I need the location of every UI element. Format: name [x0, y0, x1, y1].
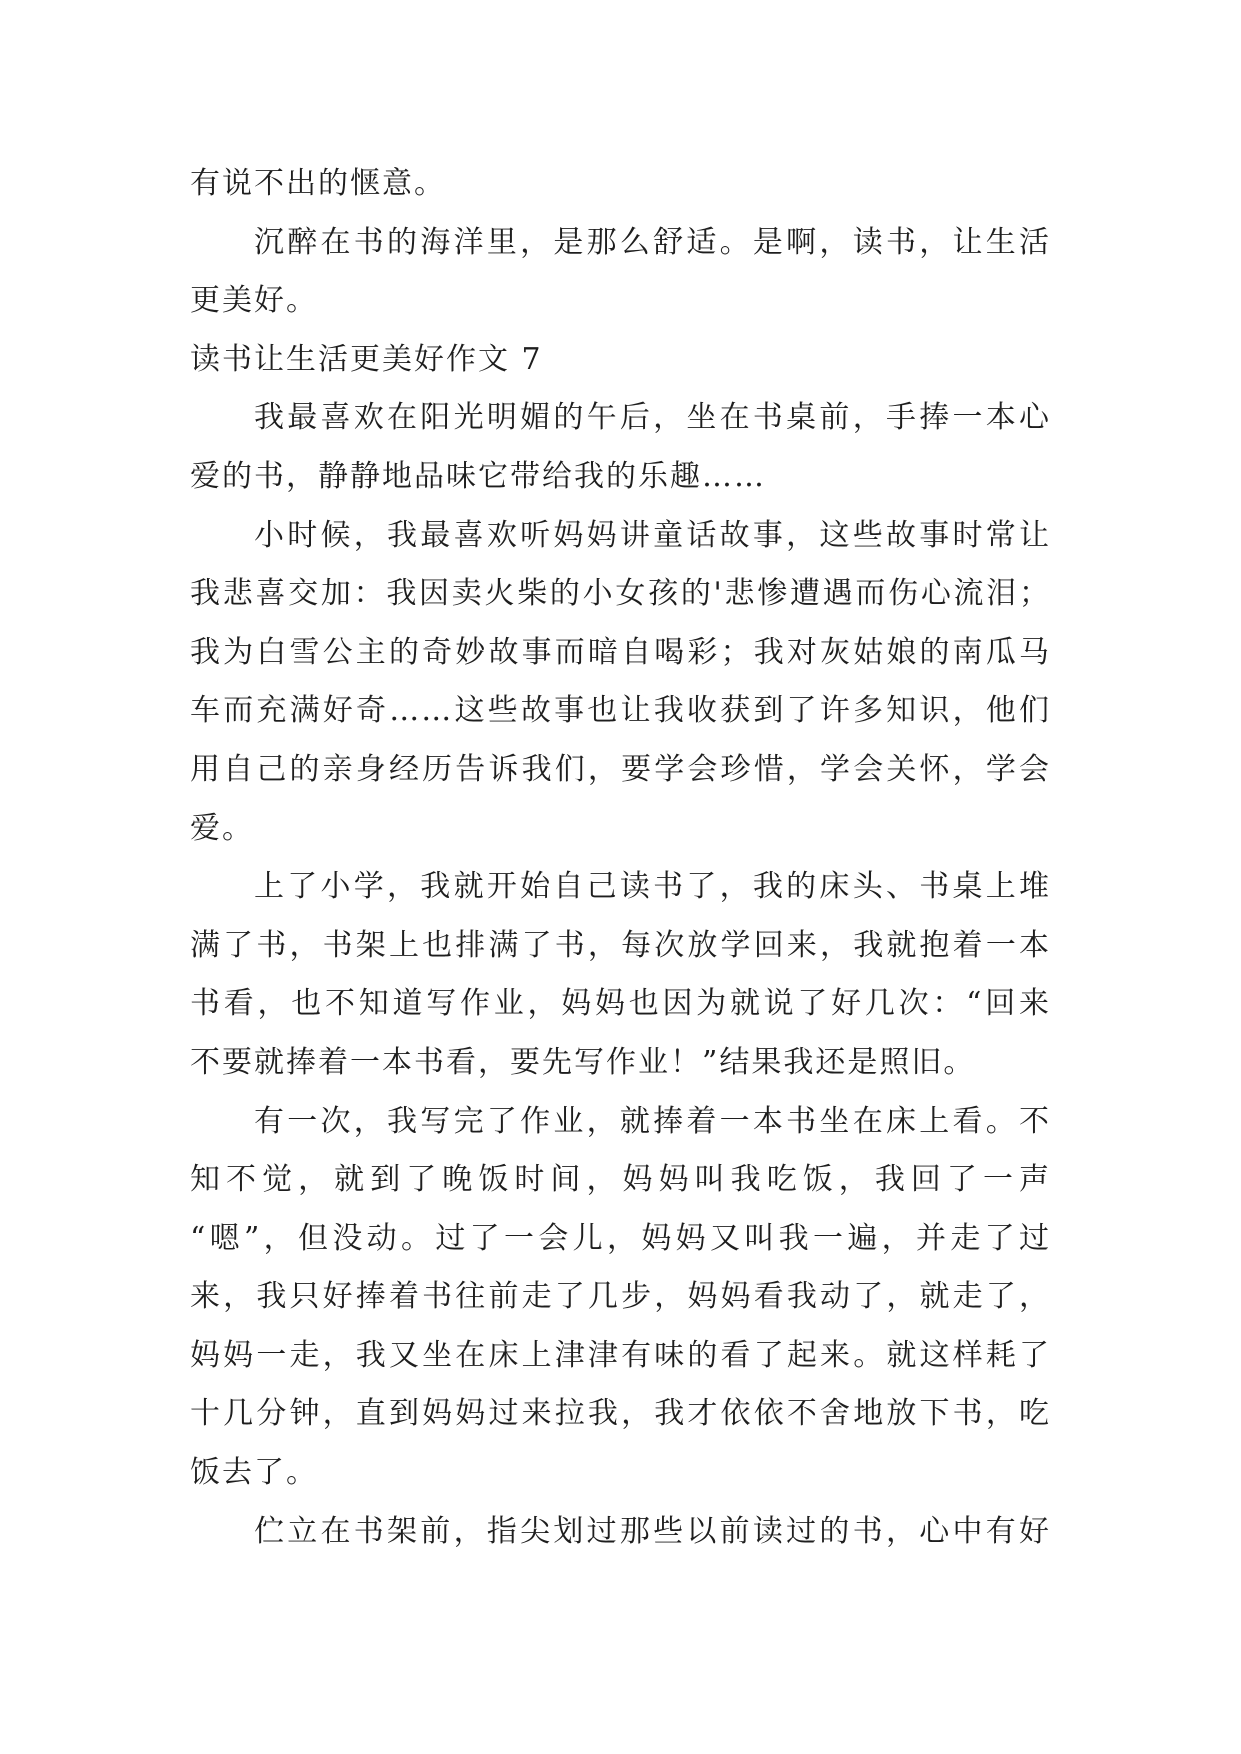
text-line: “嗯”，但没动。过了一会儿，妈妈又叫我一遍，并走了过 — [190, 1220, 1051, 1256]
text-line: 车而充满好奇……这些故事也让我收获到了许多知识，他们 — [190, 693, 1051, 729]
text-line: 爱的书，静静地品味它带给我的乐趣…… — [190, 458, 766, 494]
text-line: 我为白雪公主的奇妙故事而暗自喝彩；我对灰姑娘的南瓜马 — [190, 634, 1051, 670]
paragraph — [190, 389, 1051, 506]
text-line: 不要就捧着一本书看，要先写作业！”结果我还是照旧。 — [190, 1044, 976, 1080]
text-line: 有一次，我写完了作业，就捧着一本书坐在床上看。不 — [254, 1103, 1051, 1139]
text-line: 书看，也不知道写作业，妈妈也因为就说了好几次：“回来 — [190, 986, 1051, 1022]
text-line: 伫立在书架前，指尖划过那些以前读过的书，心中有好 — [254, 1513, 1051, 1549]
text-line: 爱。 — [190, 810, 254, 846]
text-line: 来，我只好捧着书往前走了几步，妈妈看我动了，就走了， — [190, 1279, 1051, 1315]
text-line: 沉醉在书的海洋里，是那么舒适。是啊，读书，让生活 — [254, 224, 1051, 260]
text-line: 小时候，我最喜欢听妈妈讲童话故事，这些故事时常让 — [254, 517, 1051, 553]
text-line: 饭去了。 — [190, 1455, 318, 1491]
paragraph — [190, 1503, 1051, 1562]
paragraph — [190, 155, 1051, 214]
text-line: 上了小学，我就开始自己读书了，我的床头、书桌上堆 — [254, 869, 1051, 905]
paragraph — [190, 858, 1051, 1092]
text-line: 十几分钟，直到妈妈过来拉我，我才依依不舍地放下书，吃 — [190, 1396, 1051, 1432]
text-line: 知不觉，就到了晚饭时间，妈妈叫我吃饭，我回了一声 — [190, 1162, 1051, 1198]
document-body — [190, 155, 1051, 1561]
paragraph — [190, 214, 1051, 331]
paragraph — [190, 507, 1051, 859]
text-line: 更美好。 — [190, 283, 318, 319]
text-line: 有说不出的惬意。 — [190, 166, 446, 201]
text-line: 妈妈一走，我又坐在床上津津有味的看了起来。就这样耗了 — [190, 1337, 1051, 1373]
text-line: 我悲喜交加：我因卖火柴的小女孩的'悲惨遭遇而伤心流泪； — [190, 576, 1051, 612]
text-line: 用自己的亲身经历告诉我们，要学会珍惜，学会关怀，学会 — [190, 751, 1051, 787]
text-line: 满了书，书架上也排满了书，每次放学回来，我就抱着一本 — [190, 927, 1051, 963]
paragraph — [190, 1093, 1051, 1503]
text-line: 我最喜欢在阳光明媚的午后，坐在书桌前，手捧一本心 — [254, 400, 1051, 436]
section-heading: 读书让生活更美好作文 7 — [190, 341, 543, 377]
